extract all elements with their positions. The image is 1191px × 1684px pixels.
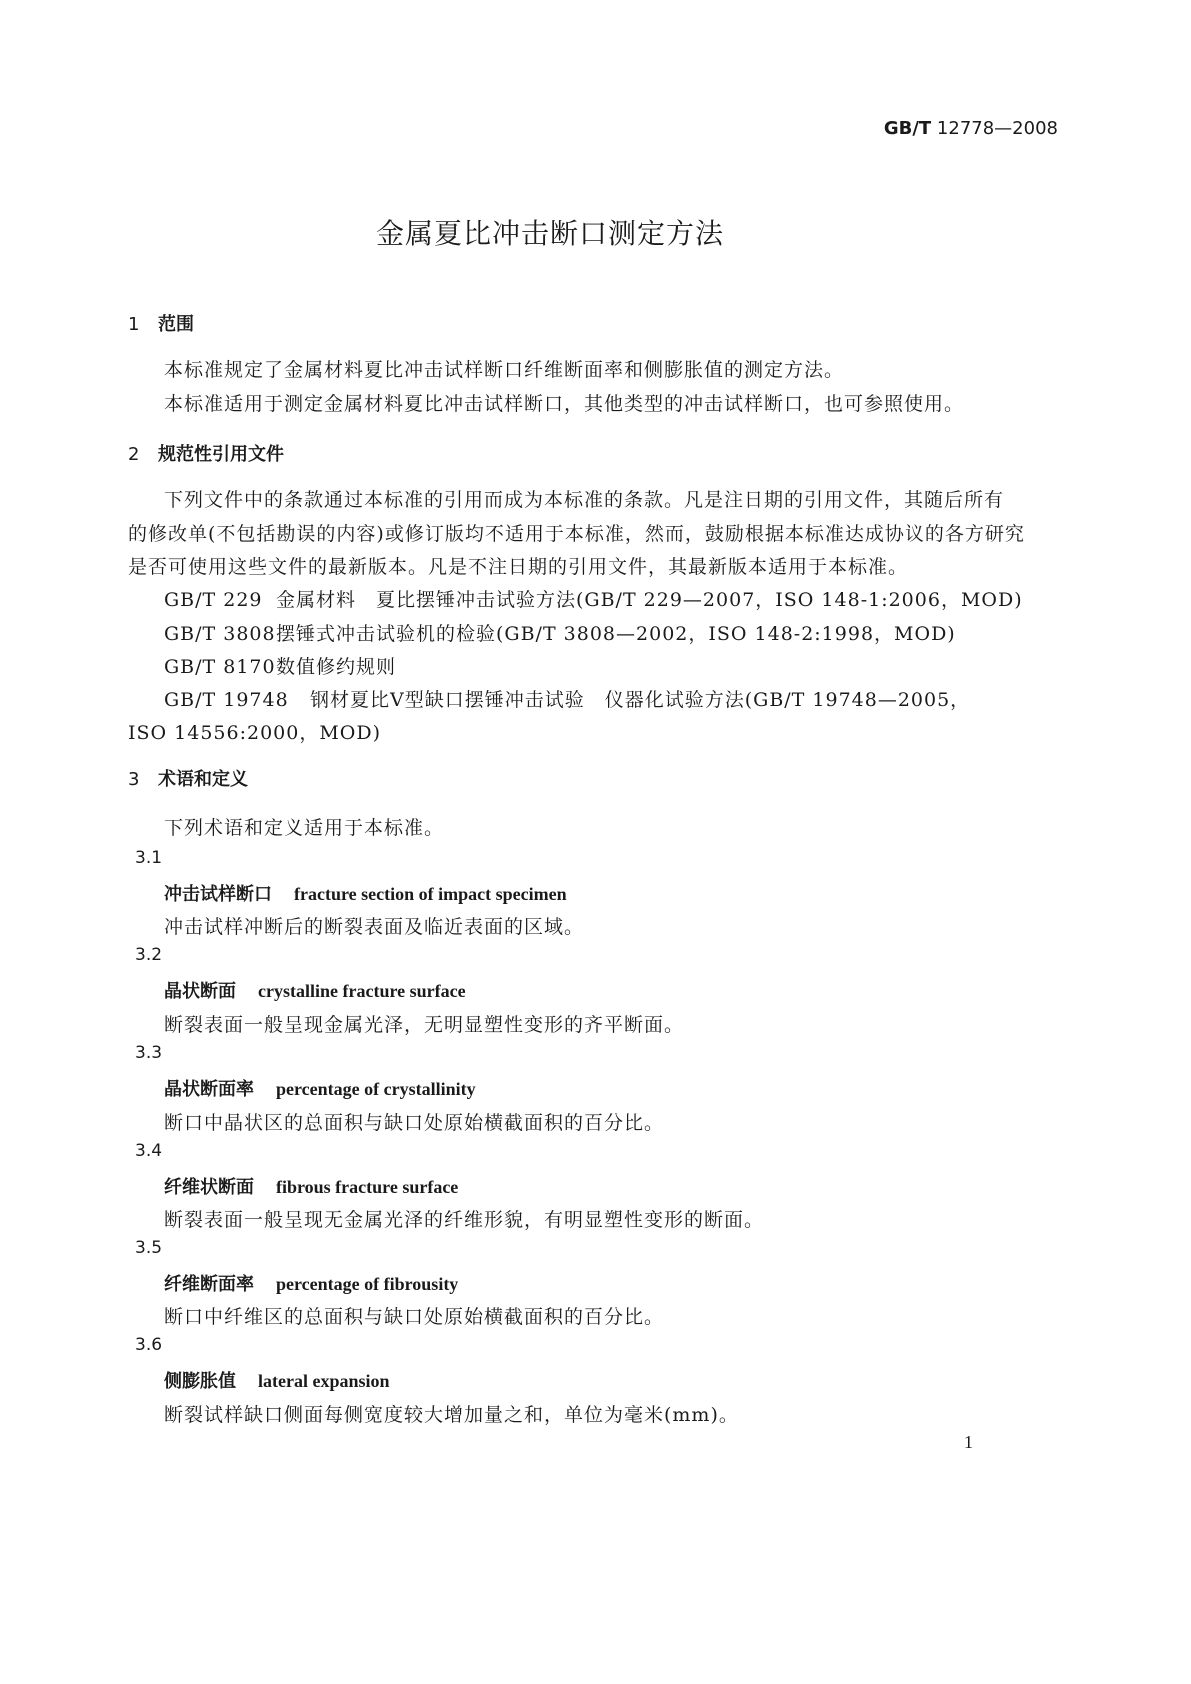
term-definition: 断裂试样缺口侧面每侧宽度较大增加量之和，单位为毫米(mm)。	[164, 1404, 739, 1426]
term-heading	[164, 1270, 458, 1296]
paragraph: 本标准规定了金属材料夏比冲击试样断口纤维断面率和侧膨胀值的测定方法。	[164, 359, 845, 381]
term-en: lateral expansion	[258, 1371, 390, 1391]
reference-code: GB/T 19748	[164, 689, 289, 711]
term-heading	[164, 1075, 476, 1101]
section-title: 范围	[158, 314, 194, 335]
reference-title: 钢材夏比V型缺口摆锤冲击试验 仪器化试验方法(GB/T 19748—2005，	[310, 689, 971, 711]
term-definition: 断口中晶状区的总面积与缺口处原始横截面积的百分比。	[164, 1112, 665, 1134]
term-number: 3.4	[135, 1141, 163, 1161]
standard-number	[884, 118, 1058, 139]
section-number: 3	[128, 769, 140, 790]
term-cn: 晶状断面率	[164, 1079, 254, 1100]
reference-continuation: ISO 14556:2000，MOD)	[128, 722, 382, 744]
term-cn: 纤维状断面	[164, 1177, 254, 1198]
section-heading-terms-definitions	[128, 765, 248, 791]
reference-code: GB/T 3808	[164, 623, 276, 645]
term-en: fracture section of impact specimen	[294, 884, 567, 904]
term-definition: 断口中纤维区的总面积与缺口处原始横截面积的百分比。	[164, 1306, 665, 1328]
term-en: crystalline fracture surface	[258, 981, 466, 1001]
term-definition: 断裂表面一般呈现金属光泽，无明显塑性变形的齐平断面。	[164, 1014, 685, 1036]
page-title: 金属夏比冲击断口测定方法	[375, 217, 724, 250]
page-number: 1	[964, 1432, 973, 1452]
term-definition: 断裂表面一般呈现无金属光泽的纤维形貌，有明显塑性变形的断面。	[164, 1209, 765, 1231]
paragraph: 下列术语和定义适用于本标准。	[164, 817, 445, 839]
standard-code: 12778—2008	[936, 118, 1058, 139]
term-number: 3.5	[135, 1238, 163, 1258]
term-definition: 冲击试样冲断后的断裂表面及临近表面的区域。	[164, 916, 585, 938]
reference-title: 金属材料 夏比摆锤冲击试验方法(GB/T 229—2007，ISO 148-1:2006，MOD)	[276, 589, 1023, 611]
reference-item	[164, 619, 956, 646]
term-heading	[164, 1367, 390, 1393]
section-number: 2	[128, 444, 140, 465]
paragraph: 本标准适用于测定金属材料夏比冲击试样断口，其他类型的冲击试样断口，也可参照使用。	[164, 393, 965, 415]
term-en: percentage of fibrousity	[276, 1274, 459, 1294]
term-en: percentage of crystallinity	[276, 1079, 476, 1099]
reference-title: 数值修约规则	[276, 656, 397, 678]
term-cn: 冲击试样断口	[164, 884, 272, 905]
term-heading	[164, 880, 567, 906]
term-number: 3.1	[135, 848, 163, 868]
term-number: 3.3	[135, 1043, 163, 1063]
reference-item	[164, 685, 970, 712]
term-heading	[164, 1173, 458, 1199]
paragraph-line: 是否可使用这些文件的最新版本。凡是不注日期的引用文件，其最新版本适用于本标准。	[128, 556, 909, 578]
reference-item	[164, 585, 1023, 612]
section-heading-scope	[128, 310, 194, 336]
term-number: 3.2	[135, 945, 163, 965]
reference-title: 摆锤式冲击试验机的检验(GB/T 3808—2002，ISO 148-2:1998，MOD)	[276, 623, 956, 645]
section-number: 1	[128, 314, 140, 335]
paragraph-line: 的修改单(不包括勘误的内容)或修订版均不适用于本标准，然而，鼓励根据本标准达成协议的各方研究	[128, 523, 1025, 545]
term-heading	[164, 977, 466, 1003]
term-cn: 纤维断面率	[164, 1274, 254, 1295]
term-en: fibrous fracture surface	[276, 1177, 459, 1197]
standard-prefix: GB/T	[883, 118, 932, 139]
term-cn: 晶状断面	[164, 981, 236, 1002]
paragraph-line: 下列文件中的条款通过本标准的引用而成为本标准的条款。凡是注日期的引用文件，其随后所有	[164, 489, 1005, 511]
term-cn: 侧膨胀值	[164, 1371, 236, 1392]
term-number: 3.6	[135, 1335, 163, 1355]
section-title: 规范性引用文件	[158, 444, 284, 465]
section-heading-normative-references	[128, 440, 284, 466]
reference-code: GB/T 8170	[164, 656, 276, 678]
section-title: 术语和定义	[158, 769, 248, 790]
reference-code: GB/T 229	[164, 589, 263, 611]
reference-item	[164, 652, 396, 679]
